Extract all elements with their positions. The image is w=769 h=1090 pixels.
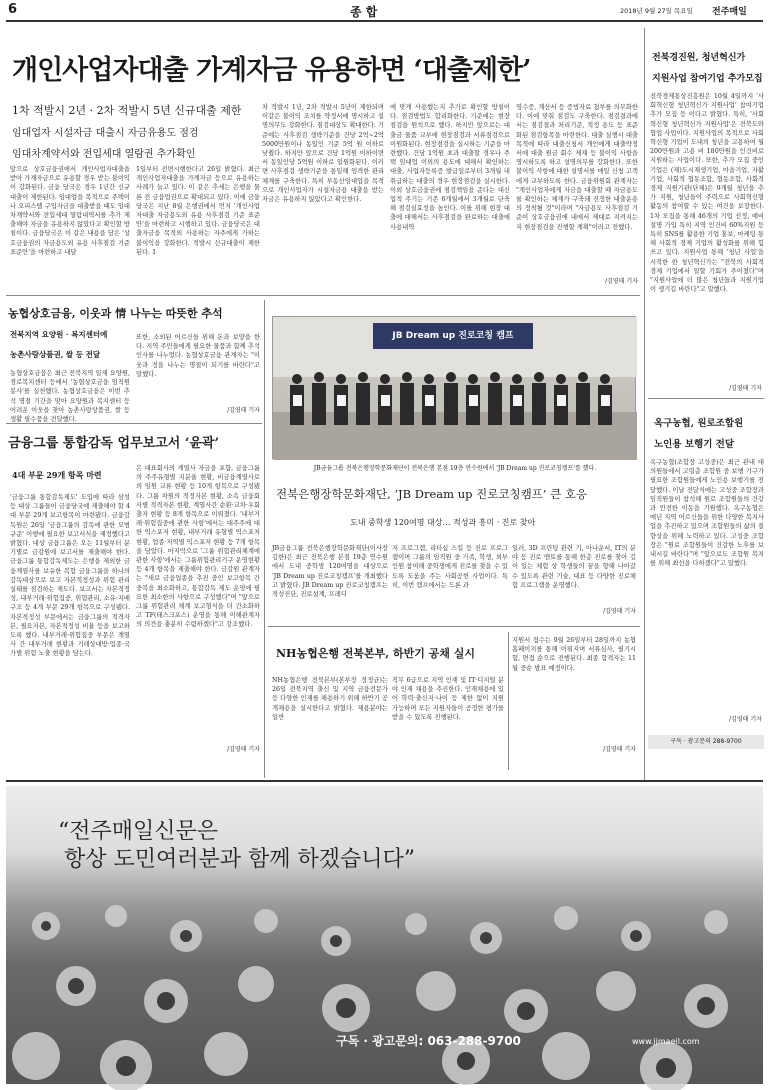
section-divider-3 xyxy=(268,626,640,627)
nonghyup-mutual-headline: 농협상호금융, 이웃과 情 나누는 따뜻한 추석 xyxy=(8,307,223,320)
nonghyup-mutual-col-1: 농협상호금융은 최근 전북지역 일제 요양원, 경로복지센터 등에서 '농협상호금융 임직원 봉사'를 실천했다. 농협상호금융은 이번 추석 명절 기간을 맞아 요양원과 복지센터 등 어려운 이웃을 찾아 농촌사랑상품권, 쌀 등 생활 필수품을 전달했다. xyxy=(10,370,130,424)
masthead-rule xyxy=(6,20,763,22)
nonghyup-mutual-byline: /김영태 기자 xyxy=(227,407,260,414)
main-subhead-1: 1차 적발시 2년 · 2차 적발시 5년 신규대출 제한 xyxy=(12,104,242,117)
financial-group-col-2: 은 대표회사의 계열사 자금을 포함, 금융그룹의 주주유형별 지분율 현황, 비금융계열사로의 임원 교류 현황 등 10개 항목으로 구성됐다. 그룹 차원의 적정자본 현황, 소속 금융회사별 적격자본 현황, 계열사간 순환·교차·우회 출자 현황 등 8개 항목으로 이뤄졌다. '내부거래·위험집중에 관한 사항'에서는 대주주에 대한 익스포저 현황, 내부거래 유형별 익스포저 현황, 업종·지역별 익스포저 현황 등 7개 항목을 담았다. 마지막으로 '그룹 위험관리체계에 관한 사항'에서는 그룹위험관리기구 운영현황 등 4개 항목을 제출해야 한다. 금감원 관계자는 "새로 금융업종을 추진 중인 보고항목 간 중복을 최소화하고, 통합감독 제도 운영에 필요한 최소한의 사항으로 구성했다"며 "앞으로 그룹 위험관리 체계 보고형식을 더 간소화하고 TF(태스크포스) 운영을 통해 이해관계자의 의견을 충분히 수렴하겠다"고 강조했다. xyxy=(136,465,260,629)
main-story-col-4: 에 맞게 사용했는지 추가로 확인할 방침이다. 점검방법도 합리화한다. 기준에는 현장점검을 원칙으로 했다. 하지만 앞으로는 대출금 물품 교부에 현장점검과 서류점검으로 이원화된다. 현장점검을 실시하는 기준을 마련했다. 건당 1억원 초과 대출할 경우나 주택 임대업 이외의 용도에 대해서 확인하는 대출, 사업자등록증 발급일로부터 3개월 내 취급하는 대출의 경우 현장점검을 실시한다. 이외 상호금융권에 점검책임을 준다는 대신 업적 주기는 기존 6개월에서 3개월로 단축해 점검실효성을 높인다. 이를 위해 현장 대출에 대해서는 사후점검을 완료하는 대출에 사용내역 xyxy=(390,104,510,231)
okgu-headline-2: 노인용 보행기 전달 xyxy=(654,439,735,450)
right-column-divider xyxy=(644,28,645,780)
nh-bank-col-2: 직무 6급으로 지역 인재 및 IT·디지털 분야 인재 채용을 추진한다. 인재채용에 있어 학력·출신지·나이 등 제한 없이 지원 가능하며 모든 지원자들이 공정한 평가를 받을 수 있도록 진행된다. xyxy=(392,677,504,721)
main-story-byline: /김영태 기자 xyxy=(605,278,638,285)
financial-group-col-1: '금융그룹 통합감독제도' 도입에 따라 삼성 등 대상 그룹들이 금융당국에 제출해야 할 4대 부문 29개 보고항목이 마련됐다. 금융감독원은 26일 '금융그룹의 감독에 관한 모범규준' 이행에 필요한 보고서식을 제정했다고 밝혔다. 대상 금융그룹은 오는 11월부터 분기별로 금감원에 보고서를 제출해야 한다. 금융그룹 통합감독제도는 은행을 제외한 금융계열사를 보유한 복합 금융그룹을 하나의 감독대상으로 보고 자본적정성과 위험 관리 실태를 점검하는 제도다. 보고서는 자본적정성, 내부거래·위험집중, 위험관리, 소유·지배구조 등 4개 부문 29개 항목으로 구성됐다. 자본적정성 부문에서는 금융그룹의 적격자본, 필요자본, 자본적정성 비율 등을 보고하도록 했다. 내부거래·위험집중 부문은 계열사 간 내부거래 현황과 거래상대방·업종·국가별 위험 노출 현황을 담는다. xyxy=(10,494,130,658)
nonghyup-mutual-sub-2: 농촌사랑상품권, 쌀 등 전달 xyxy=(10,350,101,359)
paper-name: 전주매일 xyxy=(712,7,747,17)
jb-subheadline: 도내 중학생 120여명 대상… 적성과 흥미 · 진로 찾아 xyxy=(350,518,536,527)
okgu-headline-1: 옥구농협, 원로조합원 xyxy=(654,418,744,429)
ad-contact: 구독 · 광고문의: 063-288-9700 xyxy=(336,1034,521,1048)
jb-byline: /김영태 기자 xyxy=(603,608,636,615)
main-headline: 개인사업자대출 가계자금 유용하면 ‘대출제한’ xyxy=(12,55,531,86)
right-top-title-1: 전북경진원, 청년혁신가 xyxy=(652,53,746,63)
ad-url: www.jjmaeil.com xyxy=(632,1037,700,1046)
jb-col-3: 일러, 3D 프린팅 관련 기, 아나운서, IT의 분야 등 진로 멘토를 통해 한층 진로를 찾아 깊이 있는 체험 상 학생들의 꿈을 향해 나아갈 수 있도록 관련 기술, 대표 등 다양한 진로체험 프로그램을 운영했다. xyxy=(512,545,636,589)
page-number: 6 xyxy=(8,2,18,17)
section-title: 종 합 xyxy=(350,5,378,19)
jb-col-1: JB금융그룹 전북은행장학문화재단(이사장 김한)은 최근 전북은행 본점 19층 연수원에서 도내 중학생 120여명을 대상으로 'JB Dream up 진로코칭캠프'를 개최했다고 밝혔다. JB Dream up 진로코칭캠프는 적성진단, 진로설계, 프레디 xyxy=(272,545,388,599)
nh-bank-headline: NH농협은행 전북본부, 하반기 공채 실시 xyxy=(276,647,475,660)
nh-bank-divider xyxy=(508,632,509,770)
jb-headline: 전북은행장학문화재단, ‘JB Dream up 진로코칭캠프’ 큰 호응 xyxy=(276,487,588,501)
jb-column-divider xyxy=(264,300,265,778)
ad-line-1: “전주매일신문은 xyxy=(58,819,219,844)
nh-bank-byline: /김영태 기자 xyxy=(603,746,636,753)
financial-group-sub: 4대 부문 29개 항목 마련 xyxy=(12,470,102,480)
main-story-col-5: 영수증, 계산서 등 증빙자료 첨부를 의무화한다. 이에 맞춰 점검도 구축한다. 점검결과에서는 점검결과 처리기준, 적정 용도 등 표준화된 점검항목을 마련한다. 대출 실행시 대출 목적에 따라 대출신청서 개인에게 대출약정서에 대출 원금 회수 제재 등 불이익 사항을 명시하도록 하고 설명의무를 강화한다. 또한 불이익 사항에 대한 설명서를 매일 신청 고객에게 교부하도록 한다. 금융위원회 관계자는 "개인사업자에게 자금을 대출할 때 자금용도를 확인하는 체계가 구축돼 진정한 대출운용의 정착될 것"이라며 "자금용도 사후점검 기준이 상호금융권에 내에서 제대로 지켜지는지 현장점검을 진행할 계획"이라고 전했다. xyxy=(516,104,638,231)
jb-col-2: 저 프로그램, 리더십 스킬 등 진로 프로그램이며 그룹의 임직원 중 가족, 학생, 외부 인원 참여해 중학생에게 진로를 찾을 수 있도록 도움을 주는 사회공헌 사업이다. 특히, 이번 캠프에서는 드론 과 xyxy=(392,545,508,589)
photo-banner-text: JB Dream up 진로코칭 캠프 xyxy=(392,331,514,341)
issue-date: 2018년 9월 27일 목요일 xyxy=(620,7,693,15)
sunflower-ad xyxy=(6,786,763,1084)
main-story-col-1: 앞으로 상호금융권에서 개인사업자대출을 받아 가계자금으로 유용할 경우 받는 불이익이 강화된다. 금융 당국은 경우 1년간 신규대출이 제한된다. 임대업을 목적으로 주택이나 오피스텔 구입자금을 대출받을 때도 임대차계약서와 전입세대 열람내역서를 추가 제출해야 자금을 유용하지 않았다고 확인할 방침이다. 금융당국은 이 같은 내용을 담은 '상호금융권의 자금용도외 유용 사후점검 기준 표준안'을 마련하고 내달 xyxy=(10,166,130,256)
right-divider-1 xyxy=(648,398,764,399)
subscribe-box: 구독 · 광고문의 288-9700 xyxy=(648,735,764,749)
section-divider-2 xyxy=(6,423,262,424)
right-top-byline: /김영태 기자 xyxy=(729,385,762,392)
financial-group-headline: 금융그룹 통합감독 업무보고서 ‘윤곽’ xyxy=(8,436,219,451)
section-divider-1 xyxy=(6,295,640,296)
nonghyup-mutual-sub-1: 전북지역 요양원 · 복지센터에 xyxy=(10,330,108,339)
masthead xyxy=(0,0,769,22)
right-top-title-2: 지원사업 참여기업 추가모집 xyxy=(652,74,763,84)
financial-group-byline: /김영태 기자 xyxy=(227,746,260,753)
main-story-col-2: 1일부터 전면시행한다고 26일 밝혔다. 최근 개인사업자대출을 가계자금 등으로 유용하는 사례가 늘고 있다. 이 같은 추세는 은행을 물론 전 금융업권으로 확대되고 있다. 이에 금융당국은 지난 8월 은행권에서 먼저 '개인사업자대출 자금용도외 유용 사후점검 기준 표준안'을 마련하고 시행하고 있다. 금융당국은 대출자금을 목적외 사용하는 자주에게 가하는 불이익을 강화한다. 적발시 신규대출이 제한된다. 1 xyxy=(136,166,260,256)
okgu-byline: /김영태 기자 xyxy=(729,716,762,723)
main-subhead-3: 임대차계약서와 전입세대 열람권 추가확인 xyxy=(12,149,196,160)
okgu-body: 옥구농협(조합장 고성중)은 최근 관내 대의원들에서 고령층 조합원 중 보행 기구가 필요한 조합원들에게 노인용 보행기를 전달했다. 이날 전달식에는 고성중 조합장과 임직원들이 참석해 원로 조합원들의 건강과 안전한 이동을 기원했다. 옥구농협은 매년 지역 어르신들을 위한 다양한 복지사업을 추진하고 있으며 조합원들의 삶의 질 향상을 위해 노력하고 있다. 고성중 조합장은 "원로 조합원들이 건강한 노후를 보내시길 바란다"며 "앞으로도 조합원 복지를 위해 최선을 다하겠다"고 말했다. xyxy=(650,459,764,568)
photo-caption: JB금융그룹 전북은행장학문화재단이 전북은행 본점 19층 연수원에서 'JB Dream up 진로코칭캠프'를 했다. xyxy=(313,465,597,472)
jb-photo xyxy=(272,316,636,459)
main-story-col-3: 차 적발시 1년, 2차 적발시 5년이 제한되며 이같은 불이익 조치를 약정서에 명시하고 설명의무도 강화한다. 점검대상도 확대한다. 기준에는 사후점검 생략기준을 건당 2억~2억 5000만원이나 동일인 기준 5억 원 이하로 낮췄다. 하지만 앞으로 건당 1억원 이하이면서 동일인당 5억원 이하로 일원화된다. 이러면 사후점검 생략기준을 통일해 엄격한 관리체계를 구축한다. 특히 부동산임대업을 목적으로 개인사업자가 시설자금용 대출을 받는 자금은 유용하지 않았다고 확인한다. xyxy=(262,104,384,204)
ad-top-rule xyxy=(6,780,763,782)
right-top-body: 전북경제통상진흥원은 10월 4일까지 '사회혁신형 청년혁신가 지원사업' 참여기업 추가 모집 등 이다고 밝혔다. 특히, '사회혁신형 청년혁신가 지원사업'은 전북도와 협업 사업이다. 지원사업의 목적으로 사회혁신형 기업이 도내의 청년을 고용하여 월 200만원과 고용 비 180만원을 인건비로 지원하는 사업이다. 또한, 추가 모집 중인 기업은 (재)도시재생기업, 마을기업, 자활기업, 사회적 협동조합, 협동조합, 사회적 경제 지원기관(단체)은 9개월 청년을 추가 지원, 청년들이 주력으로 사회혁신형 활동의 참여할 수 있는 여건을 보장한다. 1차 모집을 통해 46개의 기업 선정, 예비 설명 가입 특히 지역 인건비 60%지원 등 특히 SNS를 활용한 기업 홍보, 마케팅 통해 사회적 경제 기업의 활성화를 위해 힘쓰고 있다. 지원사업 통해 '청년 사업'을 시작한 한 청년혁신가는 "전북의 사회적 경제 기업에서 일할 기회가 주어졌다"며 "지원사업에 더 많은 청년들과 지원기업이 생기길 바란다"고 말했다. xyxy=(650,93,764,294)
nh-bank-col-1: NH농협은행 전북본부(본부장 장정균)는 26일 전북지역 출신 및 지역 금융전문가 등 다양한 인재를 채용하기 위해 하반기 공개채용을 실시한다고 밝혔다. 채용분야는 일반 xyxy=(272,677,388,721)
nh-bank-col-3: 지원서 접수는 9월 26일부터 28일까지 농협 홈페이지를 통해 이뤄지며 서류심사, 필기시험, 면접 순으로 진행된다. 최종 합격자는 11월 중순 발표 예정이다. xyxy=(512,637,636,672)
ad-line-2: 항상 도민여러분과 함께 하겠습니다” xyxy=(64,847,416,872)
nonghyup-mutual-col-2: 또한, 소외된 어르신들 위해 돈과 보양을 한다. 지역 주민들에게 필요한 물품과 함께 추석 인사를 나누었다. 농협상호금융 관계자는 "이웃과 정을 나누는 명절이 되기를 바란다"고 말했다. xyxy=(136,334,260,378)
main-subhead-2: 임대업자 시설자금 대출시 자금유용도 점검 xyxy=(12,128,199,139)
